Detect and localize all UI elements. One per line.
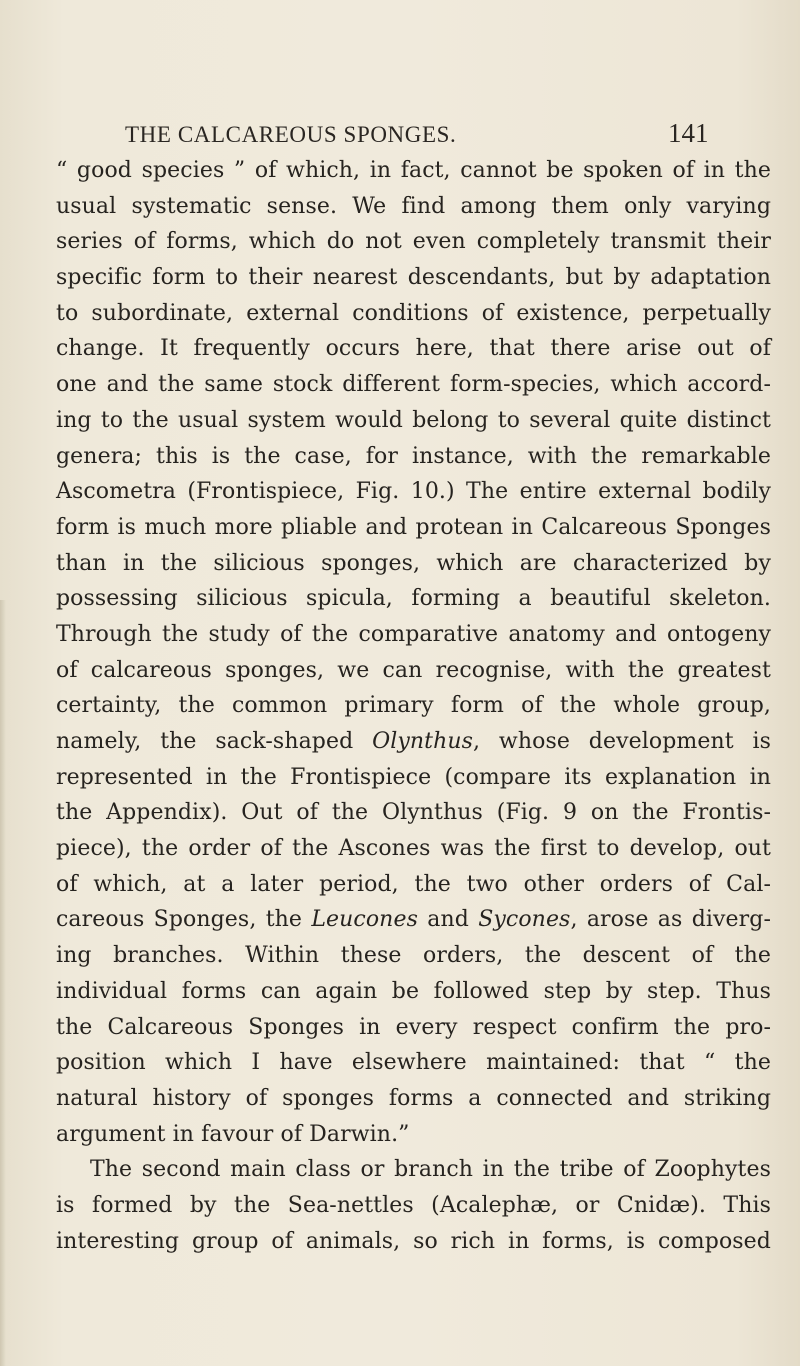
text-line: piece), the order of the Ascones was the first to develop, out: [56, 836, 771, 862]
text-line: interesting group of animals, so rich in forms, is composed: [56, 1228, 771, 1254]
text-line: ing to the usual system would belong to several quite distinct: [56, 407, 771, 433]
text-line: than in the silicious sponges, which are characterized by: [56, 550, 771, 576]
text-line: genera; this is the case, for instance, with the remarkable: [56, 443, 771, 469]
text-line: to subordinate, external conditions of existence, perpetually: [56, 300, 771, 326]
text-line: individual forms can again be followed step by step. Thus: [56, 978, 771, 1004]
text-segment: , whose development is: [473, 729, 772, 754]
text-line: change. It frequently occurs here, that there arise out of: [56, 336, 771, 362]
text-line: argument in favour of Darwin.”: [56, 1121, 410, 1147]
text-segment: namely, the sack-shaped: [56, 729, 373, 754]
text-segment: careous Sponges, the: [56, 907, 312, 933]
italic-term-leucones: Leucones: [311, 907, 418, 933]
text-line: the Calcareous Sponges in every respect confirm the pro-: [56, 1014, 771, 1040]
running-title: THE CALCAREOUS SPONGES.: [125, 122, 457, 147]
text-line: [56, 902, 771, 938]
text-line: form is much more pliable and protean in Calcareous Sponges: [56, 514, 771, 540]
text-line: ing branches. Within these orders, the descent of the: [56, 943, 771, 969]
text-line: of calcareous sponges, we can recognise, with the greatest: [56, 657, 771, 683]
text-line: one and the same stock different form-species, which accord-: [56, 372, 771, 398]
text-line: Through the study of the comparative anatomy and ontogeny: [56, 621, 771, 647]
italic-term-sycones: Sycones: [478, 907, 571, 933]
italic-term-olynthus: Olynthus: [372, 729, 474, 754]
text-line: natural history of sponges forms a connected and striking: [56, 1085, 771, 1111]
page-edge-shadow: [0, 600, 6, 1366]
text-line: The second main class or branch in the tribe of Zoophytes: [90, 1157, 771, 1183]
text-line: Ascometra (Frontispiece, Fig. 10.) The entire external bodily: [56, 479, 771, 505]
text-line: position which I have elsewhere maintained: that “ the: [56, 1050, 771, 1076]
text-line: is formed by the Sea-nettles (Acalephæ, or Cnidæ). This: [56, 1192, 771, 1218]
body-text: [56, 153, 771, 1259]
text-line: of which, at a later period, the two other orders of Cal-: [56, 871, 771, 897]
text-segment: and: [417, 907, 479, 933]
text-line: certainty, the common primary form of the whole group,: [56, 693, 771, 719]
text-line: series of forms, which do not even completely transmit their: [56, 229, 771, 255]
text-line: “ good species ” of which, in fact, cannot be spoken of in the: [56, 158, 771, 183]
text-segment: , arose as diverg-: [570, 907, 771, 933]
page-header: [0, 118, 800, 158]
text-line: usual systematic sense. We find among them only varying: [56, 193, 771, 219]
text-line: possessing silicious spicula, forming a beautiful skeleton.: [56, 586, 771, 612]
page-number: 141: [668, 118, 709, 148]
text-line: [56, 724, 771, 760]
text-line: the Appendix). Out of the Olynthus (Fig. 9 on the Frontis-: [56, 800, 771, 826]
text-line: specific form to their nearest descendants, but by adaptation: [56, 265, 771, 291]
text-line: represented in the Frontispiece (compare its explanation in: [56, 764, 771, 790]
